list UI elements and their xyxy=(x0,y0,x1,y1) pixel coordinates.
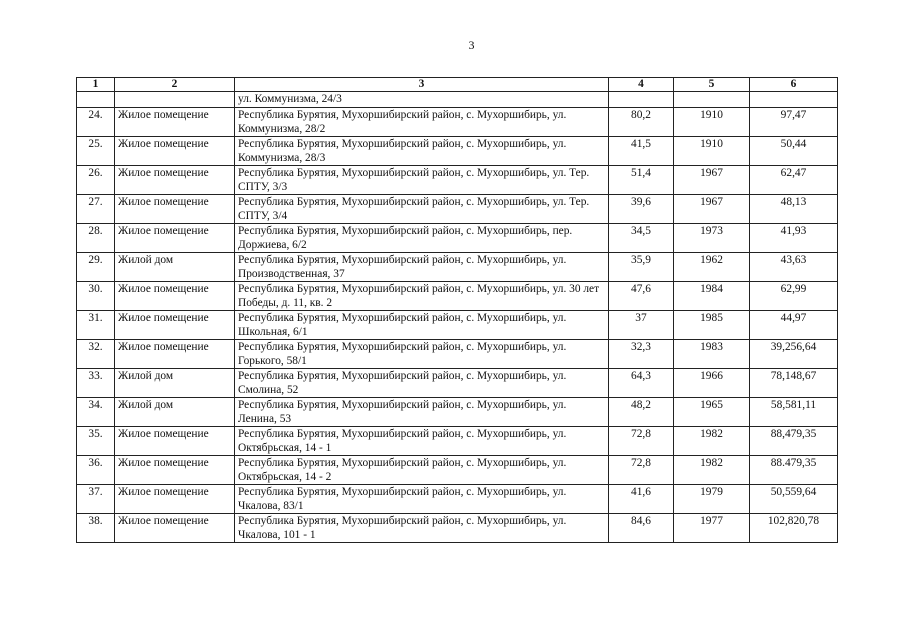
page-number: 3 xyxy=(468,38,475,52)
cost-cell: 50,44 xyxy=(750,137,838,166)
address-cell: Республика Бурятия, Мухоршибирский район, с. Мухоршибирь, ул. Школьная, 6/1 xyxy=(235,311,609,340)
property-type-cell: Жилое помещение xyxy=(115,137,235,166)
area-cell: 64,3 xyxy=(609,369,674,398)
row-number-cell xyxy=(77,92,115,108)
property-type-cell: Жилое помещение xyxy=(115,108,235,137)
year-cell: 1965 xyxy=(674,398,750,427)
table-row xyxy=(77,456,838,485)
table-row xyxy=(77,340,838,369)
year-cell: 1984 xyxy=(674,282,750,311)
area-cell: 35,9 xyxy=(609,253,674,282)
cost-cell: 41,93 xyxy=(750,224,838,253)
table-row xyxy=(77,195,838,224)
table-row xyxy=(77,224,838,253)
year-cell: 1983 xyxy=(674,340,750,369)
row-number-cell: 26. xyxy=(77,166,115,195)
year-cell xyxy=(674,92,750,108)
address-cell: Республика Бурятия, Мухоршибирский район, с. Мухоршибирь, ул. Производственная, 37 xyxy=(235,253,609,282)
property-type-cell: Жилое помещение xyxy=(115,195,235,224)
header-cell: 4 xyxy=(609,78,674,92)
table-header-row xyxy=(77,78,838,92)
row-number-cell: 34. xyxy=(77,398,115,427)
area-cell: 34,5 xyxy=(609,224,674,253)
area-cell: 37 xyxy=(609,311,674,340)
cost-cell: 44,97 xyxy=(750,311,838,340)
year-cell: 1967 xyxy=(674,195,750,224)
header-cell: 5 xyxy=(674,78,750,92)
cost-cell: 97,47 xyxy=(750,108,838,137)
property-type-cell: Жилое помещение xyxy=(115,427,235,456)
area-cell: 80,2 xyxy=(609,108,674,137)
property-type-cell xyxy=(115,92,235,108)
row-number-cell: 36. xyxy=(77,456,115,485)
property-type-cell: Жилой дом xyxy=(115,369,235,398)
header-cell: 3 xyxy=(235,78,609,92)
property-type-cell: Жилое помещение xyxy=(115,166,235,195)
area-cell: 72,8 xyxy=(609,427,674,456)
property-type-cell: Жилое помещение xyxy=(115,456,235,485)
header-cell: 1 xyxy=(77,78,115,92)
row-number-cell: 33. xyxy=(77,369,115,398)
row-number-cell: 29. xyxy=(77,253,115,282)
property-type-cell: Жилое помещение xyxy=(115,282,235,311)
table-row xyxy=(77,398,838,427)
property-type-cell: Жилое помещение xyxy=(115,514,235,543)
year-cell: 1982 xyxy=(674,427,750,456)
address-cell: Республика Бурятия, Мухоршибирский район, с. Мухоршибирь, ул. Октябрьская, 14 - 2 xyxy=(235,456,609,485)
row-number-cell: 37. xyxy=(77,485,115,514)
address-cell: Республика Бурятия, Мухоршибирский район, с. Мухоршибирь, ул. Коммунизма, 28/3 xyxy=(235,137,609,166)
year-cell: 1985 xyxy=(674,311,750,340)
row-number-cell: 30. xyxy=(77,282,115,311)
row-number-cell: 31. xyxy=(77,311,115,340)
year-cell: 1910 xyxy=(674,108,750,137)
address-cell: Республика Бурятия, Мухоршибирский район, с. Мухоршибирь, ул. Ленина, 53 xyxy=(235,398,609,427)
address-cell: Республика Бурятия, Мухоршибирский район, с. Мухоршибирь, ул. Тер. СПТУ, 3/3 xyxy=(235,166,609,195)
row-number-cell: 27. xyxy=(77,195,115,224)
year-cell: 1966 xyxy=(674,369,750,398)
cost-cell: 43,63 xyxy=(750,253,838,282)
row-number-cell: 24. xyxy=(77,108,115,137)
area-cell: 47,6 xyxy=(609,282,674,311)
row-number-cell: 38. xyxy=(77,514,115,543)
table-row xyxy=(77,369,838,398)
address-cell: Республика Бурятия, Мухоршибирский район, с. Мухоршибирь, ул. Смолина, 52 xyxy=(235,369,609,398)
year-cell: 1910 xyxy=(674,137,750,166)
address-cell: ул. Коммунизма, 24/3 xyxy=(235,92,609,108)
cost-cell: 102,820,78 xyxy=(750,514,838,543)
area-cell: 51,4 xyxy=(609,166,674,195)
table-row xyxy=(77,166,838,195)
address-cell: Республика Бурятия, Мухоршибирский район, с. Мухоршибирь, ул. Чкалова, 101 - 1 xyxy=(235,514,609,543)
header-cell: 6 xyxy=(750,78,838,92)
table-row xyxy=(77,137,838,166)
row-number-cell: 28. xyxy=(77,224,115,253)
property-type-cell: Жилое помещение xyxy=(115,340,235,369)
cost-cell: 50,559,64 xyxy=(750,485,838,514)
cost-cell: 48,13 xyxy=(750,195,838,224)
table-row xyxy=(77,514,838,543)
row-number-cell: 35. xyxy=(77,427,115,456)
property-type-cell: Жилое помещение xyxy=(115,485,235,514)
address-cell: Республика Бурятия, Мухоршибирский район, с. Мухоршибирь, ул. Горького, 58/1 xyxy=(235,340,609,369)
area-cell: 41,5 xyxy=(609,137,674,166)
address-cell: Республика Бурятия, Мухоршибирский район, с. Мухоршибирь, ул. Коммунизма, 28/2 xyxy=(235,108,609,137)
year-cell: 1977 xyxy=(674,514,750,543)
year-cell: 1967 xyxy=(674,166,750,195)
address-cell: Республика Бурятия, Мухоршибирский район, с. Мухоршибирь, ул. 30 лет Победы, д. 11, кв. 2 xyxy=(235,282,609,311)
cost-cell: 62,47 xyxy=(750,166,838,195)
property-type-cell: Жилой дом xyxy=(115,398,235,427)
cost-cell: 58,581,11 xyxy=(750,398,838,427)
property-type-cell: Жилой дом xyxy=(115,253,235,282)
table-row xyxy=(77,311,838,340)
address-cell: Республика Бурятия, Мухоршибирский район, с. Мухоршибирь, ул. Октябрьская, 14 - 1 xyxy=(235,427,609,456)
cost-cell: 39,256,64 xyxy=(750,340,838,369)
property-registry-table xyxy=(76,77,838,543)
area-cell: 48,2 xyxy=(609,398,674,427)
area-cell: 84,6 xyxy=(609,514,674,543)
cost-cell: 78,148,67 xyxy=(750,369,838,398)
address-cell: Республика Бурятия, Мухоршибирский район, с. Мухоршибирь, пер. Доржиева, 6/2 xyxy=(235,224,609,253)
year-cell: 1962 xyxy=(674,253,750,282)
year-cell: 1982 xyxy=(674,456,750,485)
property-type-cell: Жилое помещение xyxy=(115,224,235,253)
table-row xyxy=(77,485,838,514)
table-row xyxy=(77,108,838,137)
table-row xyxy=(77,253,838,282)
cost-cell: 62,99 xyxy=(750,282,838,311)
cost-cell: 88.479,35 xyxy=(750,456,838,485)
area-cell: 41,6 xyxy=(609,485,674,514)
table-row xyxy=(77,282,838,311)
row-number-cell: 25. xyxy=(77,137,115,166)
area-cell: 39,6 xyxy=(609,195,674,224)
table-row xyxy=(77,427,838,456)
area-cell: 32,3 xyxy=(609,340,674,369)
address-cell: Республика Бурятия, Мухоршибирский район, с. Мухоршибирь, ул. Тер. СПТУ, 3/4 xyxy=(235,195,609,224)
table-row-continuation xyxy=(77,92,838,108)
property-type-cell: Жилое помещение xyxy=(115,311,235,340)
row-number-cell: 32. xyxy=(77,340,115,369)
cost-cell: 88,479,35 xyxy=(750,427,838,456)
year-cell: 1979 xyxy=(674,485,750,514)
area-cell xyxy=(609,92,674,108)
area-cell: 72,8 xyxy=(609,456,674,485)
address-cell: Республика Бурятия, Мухоршибирский район, с. Мухоршибирь, ул. Чкалова, 83/1 xyxy=(235,485,609,514)
year-cell: 1973 xyxy=(674,224,750,253)
cost-cell xyxy=(750,92,838,108)
header-cell: 2 xyxy=(115,78,235,92)
